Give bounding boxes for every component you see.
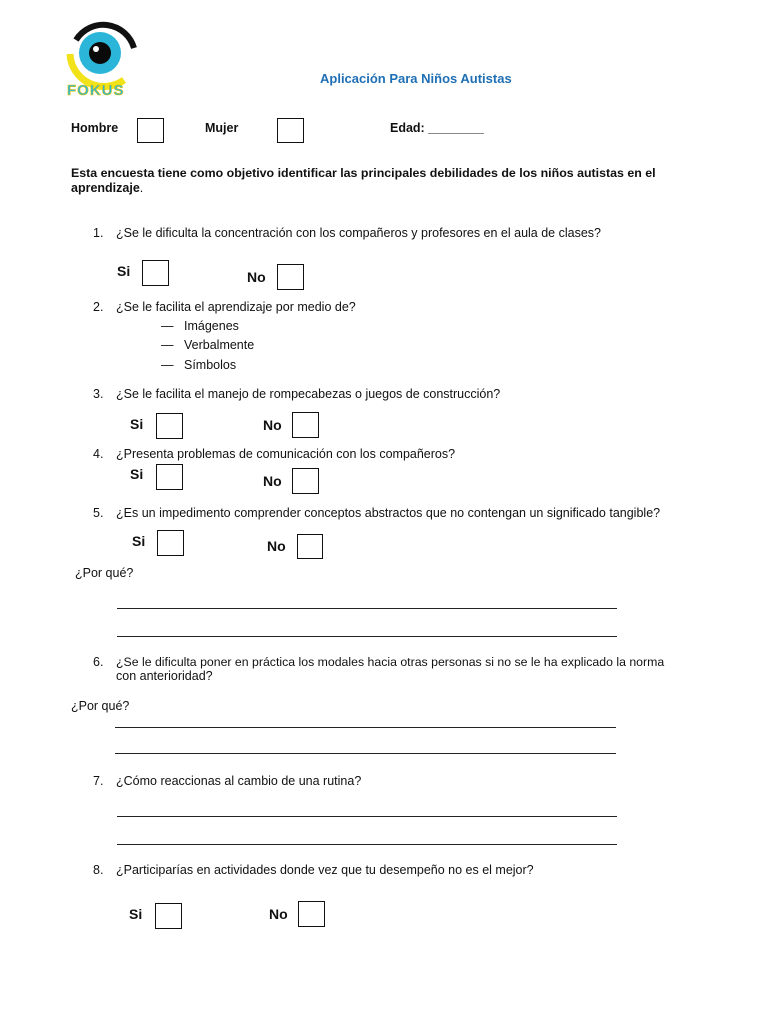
q4-si-checkbox[interactable] bbox=[156, 464, 183, 490]
intro-period: . bbox=[139, 181, 144, 195]
mujer-label: Mujer bbox=[205, 121, 239, 135]
q1-no-checkbox[interactable] bbox=[277, 264, 304, 290]
question-6-text-cont: con anterioridad? bbox=[116, 669, 213, 683]
question-7-text: ¿Cómo reaccionas al cambio de una rutina? bbox=[116, 774, 362, 788]
q5-si-checkbox[interactable] bbox=[157, 530, 184, 556]
logo-text: FOKUS bbox=[67, 82, 125, 99]
question-2-number: 2. bbox=[93, 300, 104, 314]
edad-field[interactable]: Edad: ________ bbox=[390, 121, 484, 135]
q6-por-que-label: ¿Por qué? bbox=[71, 699, 130, 713]
question-6-text: ¿Se le dificulta poner en práctica los modales hacia otras personas si no se le ha explicado la norma bbox=[116, 655, 665, 669]
q8-si-label: Si bbox=[129, 906, 143, 922]
intro-line1: Esta encuesta tiene como objetivo identificar las principales debilidades de los niños autistas en el bbox=[71, 166, 656, 180]
q5-no-label: No bbox=[267, 538, 286, 554]
q2-option-simbolos[interactable]: Símbolos bbox=[184, 358, 237, 372]
q4-no-label: No bbox=[263, 473, 282, 489]
q1-si-label: Si bbox=[117, 263, 131, 279]
question-2-text: ¿Se le facilita el aprendizaje por medio de? bbox=[116, 300, 356, 314]
hombre-checkbox[interactable] bbox=[137, 118, 164, 143]
hombre-label: Hombre bbox=[71, 121, 119, 135]
q5-no-checkbox[interactable] bbox=[297, 534, 323, 559]
q2-option-dash-2: — bbox=[161, 338, 174, 352]
q3-si-label: Si bbox=[130, 416, 144, 432]
q8-no-checkbox[interactable] bbox=[298, 901, 325, 927]
q3-no-label: No bbox=[263, 417, 282, 433]
question-1-number: 1. bbox=[93, 226, 104, 240]
question-5-number: 5. bbox=[93, 506, 104, 520]
q5-si-label: Si bbox=[132, 533, 146, 549]
q6-answer-line-2[interactable] bbox=[115, 753, 616, 754]
q2-option-dash-1: — bbox=[161, 319, 174, 333]
q2-option-dash-3: — bbox=[161, 358, 174, 372]
q5-answer-line-1[interactable] bbox=[117, 608, 617, 609]
question-4-number: 4. bbox=[93, 447, 104, 461]
question-1-text: ¿Se le dificulta la concentración con los compañeros y profesores en el aula de clases? bbox=[116, 226, 601, 240]
question-7-number: 7. bbox=[93, 774, 104, 788]
q1-no-label: No bbox=[247, 269, 266, 285]
question-3-number: 3. bbox=[93, 387, 104, 401]
q3-si-checkbox[interactable] bbox=[156, 413, 183, 439]
question-4-text: ¿Presenta problemas de comunicación con los compañeros? bbox=[116, 447, 456, 461]
mujer-checkbox[interactable] bbox=[277, 118, 304, 143]
q6-answer-line-1[interactable] bbox=[115, 727, 616, 728]
q2-option-imagenes[interactable]: Imágenes bbox=[184, 319, 239, 333]
intro-line2 bbox=[71, 181, 143, 195]
q8-no-label: No bbox=[269, 906, 288, 922]
q2-option-verbalmente[interactable]: Verbalmente bbox=[184, 338, 255, 352]
q3-no-checkbox[interactable] bbox=[292, 412, 319, 438]
question-3-text: ¿Se le facilita el manejo de rompecabezas o juegos de construcción? bbox=[116, 387, 501, 401]
q8-si-checkbox[interactable] bbox=[155, 903, 182, 929]
q7-answer-line-2[interactable] bbox=[117, 844, 617, 845]
question-6-number: 6. bbox=[93, 655, 104, 669]
question-5-text: ¿Es un impedimento comprender conceptos abstractos que no contengan un significado tangible? bbox=[116, 506, 661, 520]
q7-answer-line-1[interactable] bbox=[117, 816, 617, 817]
q4-no-checkbox[interactable] bbox=[292, 468, 319, 494]
intro-line2-text: aprendizaje bbox=[71, 181, 140, 195]
question-8-number: 8. bbox=[93, 863, 104, 877]
q4-si-label: Si bbox=[130, 466, 144, 482]
q5-answer-line-2[interactable] bbox=[117, 636, 617, 637]
q1-si-checkbox[interactable] bbox=[142, 260, 169, 286]
page-title: Aplicación Para Niños Autistas bbox=[320, 71, 512, 86]
fokus-logo bbox=[62, 18, 142, 102]
question-8-text: ¿Participarías en actividades donde vez que tu desempeño no es el mejor? bbox=[116, 863, 534, 877]
q5-por-que-label: ¿Por qué? bbox=[75, 566, 134, 580]
